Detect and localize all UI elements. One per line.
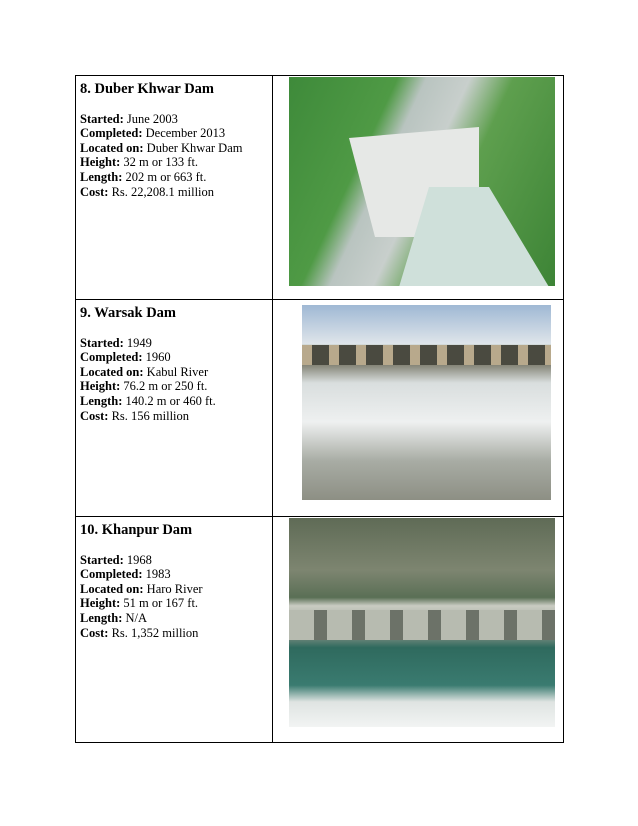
length-line: [80, 611, 268, 626]
dam-title: 10. Khanpur Dam: [80, 522, 193, 538]
label: Located on:: [80, 364, 144, 379]
label: Completed:: [80, 126, 143, 141]
height-line: [80, 596, 268, 611]
khanpur-dam-image: [289, 518, 555, 727]
value: Rs. 1,352 million: [111, 625, 199, 640]
length-line: [80, 394, 268, 409]
label: Located on:: [80, 140, 144, 155]
label: Length:: [80, 169, 123, 184]
dam-info: [76, 300, 273, 517]
label: Length:: [80, 610, 123, 625]
cost-line: [80, 409, 268, 424]
dam-title: 9. Warsak Dam: [80, 305, 177, 321]
value: 202 m or 663 ft.: [125, 169, 207, 184]
label: Length:: [80, 393, 123, 408]
value: Rs. 156 million: [111, 408, 190, 423]
completed-line: [80, 567, 268, 582]
cost-line: [80, 626, 268, 641]
value: 1949: [126, 335, 152, 350]
image-cell: [273, 300, 564, 517]
dams-table: [75, 75, 564, 743]
started-line: [80, 336, 268, 351]
dam-info: [76, 76, 273, 300]
value: 1968: [126, 552, 152, 567]
label: Cost:: [80, 408, 109, 423]
value: 32 m or 133 ft.: [123, 155, 199, 170]
located-line: [80, 365, 268, 380]
value: 1983: [145, 567, 171, 582]
dam-info: [76, 517, 273, 743]
label: Height:: [80, 379, 121, 394]
value: N/A: [125, 610, 148, 625]
image-cell: [273, 76, 564, 300]
value: 76.2 m or 250 ft.: [123, 379, 208, 394]
table-row: [76, 300, 564, 517]
label: Cost:: [80, 184, 109, 199]
label: Started:: [80, 552, 124, 567]
table-row: [76, 517, 564, 743]
value: Kabul River: [146, 364, 209, 379]
length-line: [80, 170, 268, 185]
value: Haro River: [146, 581, 203, 596]
completed-line: [80, 350, 268, 365]
warsak-dam-image: [302, 305, 551, 500]
started-line: [80, 553, 268, 568]
dam-title: 8. Duber Khwar Dam: [80, 81, 214, 97]
table-row: [76, 76, 564, 300]
height-line: [80, 155, 268, 170]
value: 1960: [145, 350, 171, 365]
label: Started:: [80, 335, 124, 350]
label: Started:: [80, 111, 124, 126]
value: Rs. 22,208.1 million: [111, 184, 215, 199]
value: Duber Khwar Dam: [146, 140, 243, 155]
completed-line: [80, 126, 268, 141]
value: 140.2 m or 460 ft.: [125, 393, 216, 408]
height-line: [80, 379, 268, 394]
label: Cost:: [80, 625, 109, 640]
label: Height:: [80, 155, 121, 170]
label: Located on:: [80, 581, 144, 596]
value: June 2003: [126, 111, 178, 126]
located-line: [80, 141, 268, 156]
started-line: [80, 112, 268, 127]
value: December 2013: [145, 126, 226, 141]
duber-khwar-dam-image: [289, 77, 555, 286]
located-line: [80, 582, 268, 597]
label: Completed:: [80, 567, 143, 582]
label: Height:: [80, 596, 121, 611]
label: Completed:: [80, 350, 143, 365]
value: 51 m or 167 ft.: [123, 596, 199, 611]
cost-line: [80, 185, 268, 200]
image-cell: [273, 517, 564, 743]
